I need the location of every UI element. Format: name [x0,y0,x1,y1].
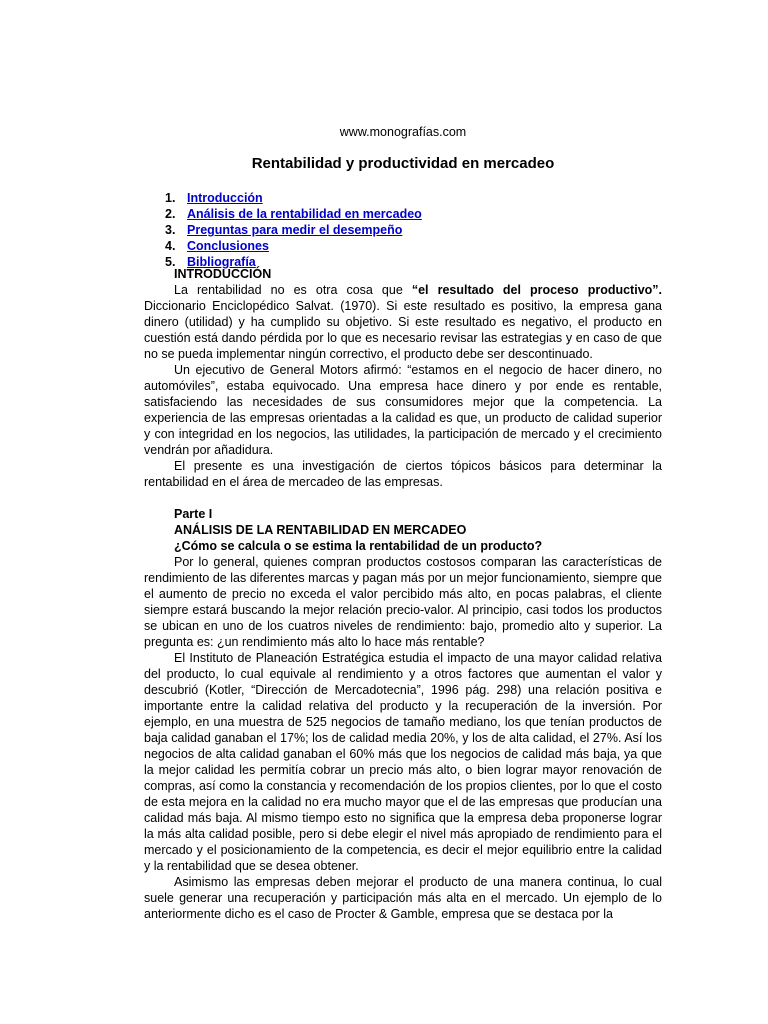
part-label: Parte I [174,507,213,521]
toc-link-preguntas[interactable]: Preguntas para medir el desempeño [187,223,403,237]
document-body [144,266,662,922]
document-title: Rentabilidad y productividad en mercadeo [251,155,555,172]
toc-link-analisis[interactable]: Análisis de la rentabilidad en mercadeo [187,207,422,221]
toc-item: 1. Introducción [165,191,263,205]
intro-heading: INTRODUCCIÓN [174,267,272,281]
spacer [144,490,662,506]
intro-paragraph-2: Un ejecutivo de General Motors afirmó: “estamos en el negocio de hacer dinero, no automóviles”, estaba equivocado. Una empresa hace dinero y por ende es rentable, satisfaciendo las necesidades de sus consumidores mejor que la competencia. La experiencia de las empresas orientadas a la calidad es que, un producto de calidad superior y con integridad en los negocios, las utilidades, la participación de mercado y el crecimiento vendrán por añadidura. [144,363,662,457]
toc-item: 2. Análisis de la rentabilidad en mercadeo [165,207,422,221]
toc-item: 5. Bibliografía [165,255,256,269]
section-paragraph-1: Por lo general, quienes compran productos costosos comparan las características de rendimiento de las diferentes marcas y pagan más por un mejor funcionamiento, siempre que el aumento de precio no exceda el valor percibido más alto, en pocas palabras, el cliente siempre estará buscando la mejor relación precio-valor. Al principio, casi todos los productos se ubican en uno de los cuatros niveles de rendimiento: bajo, promedio alto y superior. La pregunta es: ¿un rendimiento más alto lo hace más rentable? [144,555,662,649]
section-paragraph-3: Asimismo las empresas deben mejorar el producto de una manera continua, lo cual suele generar una recuperación y participación más alta en el mercado. Un ejemplo de lo anteriormente dicho es el caso de Procter & Gamble, empresa que se destaca por la [144,875,662,921]
toc-link-conclusiones[interactable]: Conclusiones [187,239,269,253]
toc-item: 3. Preguntas para medir el desempeño [165,223,403,237]
section-question: ¿Cómo se calcula o se estima la rentabilidad de un producto? [174,539,543,553]
toc-link-bibliografia[interactable]: Bibliografía [187,255,256,269]
section-paragraph-2: El Instituto de Planeación Estratégica estudia el impacto de una mayor calidad relativa del producto, lo cual equivale al rendimiento y a otros factores que aumentan el valor y descubrió (Kotler, “Dirección de Mercadotecnia”, 1996 pág. 298) una relación positiva e importante entre la calidad relativa del producto y la recuperación de la inversión. Por ejemplo, en una muestra de 525 negocios de tamaño mediano, los que tenían productos de baja calidad ganaban el 17%; los de calidad media 20%, y los de alta calidad, el 27%. Así los negocios de alta calidad ganaban el 60% más que los negocios de calidad más baja, ya que la mejor calidad les permitía cobrar un precio más alto, o bien lograr mayor renovación de compras, así como la constancia y recomendación de los propios clientes, por lo que el costo de esta mejora en la calidad no era mucho mayor que el de las empresas que producían una calidad más baja. Al mismo tiempo esto no significa que la empresa deba proponerse lograr la más alta calidad posible, pero si debe elegir el nivel más apropiado de rendimiento para el mercado y el posicionamiento de la competencia, es decir el mejor equilibrio entre la calidad y la rentabilidad que se desea obtener. [144,651,662,873]
intro-quote-bold: “el resultado del proceso productivo”. [411,283,662,297]
site-url: www.monografías.com [339,125,467,139]
table-of-contents [144,190,422,270]
toc-item: 4. Conclusiones [165,239,269,253]
toc-link-introduccion[interactable]: Introducción [187,191,263,205]
section-heading: ANÁLISIS DE LA RENTABILIDAD EN MERCADEO [174,523,467,537]
intro-paragraph-3: El presente es una investigación de ciertos tópicos básicos para determinar la rentabilidad en el área de mercadeo de las empresas. [144,459,662,489]
intro-paragraph-1: La rentabilidad no es otra cosa que “el resultado del proceso productivo”. Diccionario Enciclopédico Salvat. (1970). Si este resultado es positivo, la empresa gana dinero (utilidad) y ha cumplido su objetivo. Si este resultado es negativo, el producto en cuestión está dando pérdida por lo que es necesario revisar las estrategias y en caso de que no se pueda implementar ningún correctivo, el producto debe ser descontinuado. [144,283,662,361]
